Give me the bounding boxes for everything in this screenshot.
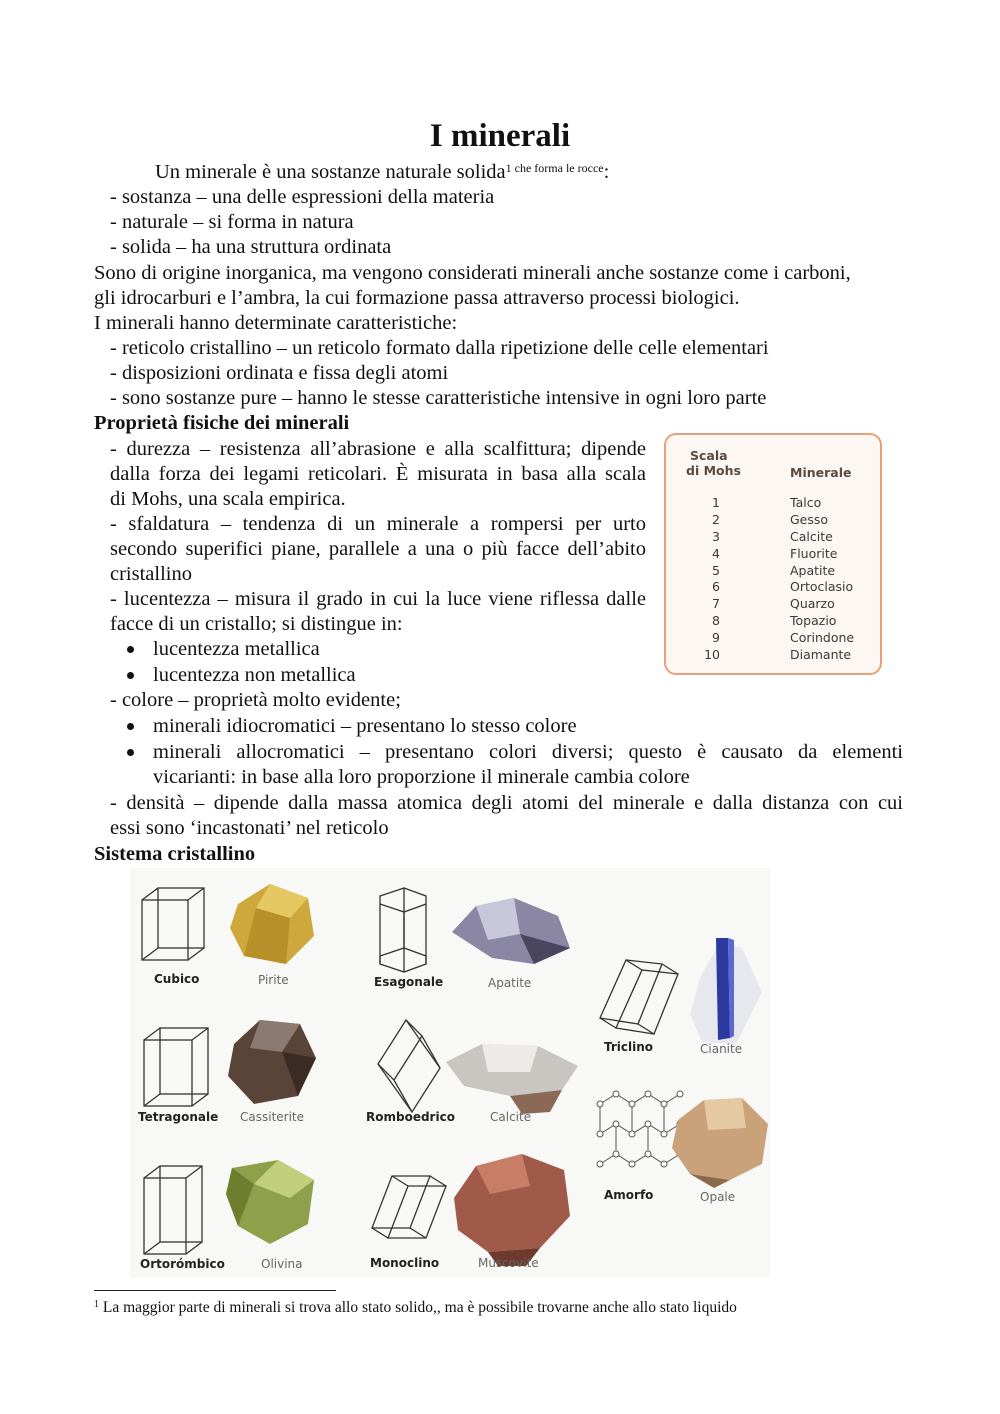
cleavage-line: secondo superifici piane, parallele a una o più facce dell’abito — [110, 538, 646, 560]
footnote-marker: 1 — [94, 1299, 99, 1310]
luster-type: lucentezza metallica — [153, 638, 320, 660]
physical-heading: Proprietà fisiche dei minerali — [94, 412, 350, 434]
mineral-label: Opale — [700, 1190, 736, 1204]
origin-line: Sono di origine inorganica, ma vengono considerati minerali anche sostanze come i carboni, — [94, 262, 851, 284]
footnote — [94, 1298, 737, 1318]
bullet-icon — [127, 672, 134, 679]
mohs-header-mineral: Minerale — [790, 465, 852, 480]
origin-line: gli idrocarburi e l’ambra, la cui formazione passa attraverso processi biologici. — [94, 287, 740, 309]
definition-item: - solida – ha una struttura ordinata — [110, 236, 392, 258]
footnote-separator — [94, 1290, 336, 1291]
crystal-system-label: Tetragonale — [138, 1110, 219, 1124]
characteristics-intro: I minerali hanno determinate caratteristiche: — [94, 312, 458, 334]
footnote-ref: 1 che forma le rocce — [505, 161, 604, 175]
mohs-number: 1 — [712, 495, 720, 510]
intro-colon: : — [603, 161, 610, 183]
crystal-system-label: Ortorómbico — [140, 1257, 225, 1271]
color-line: - colore – proprietà molto evidente; — [110, 689, 401, 711]
mohs-mineral: Talco — [790, 495, 822, 510]
bullet-icon — [127, 723, 134, 730]
crystal-system-label: Amorfo — [604, 1188, 654, 1202]
crystal-system-label: Cubico — [154, 972, 200, 986]
mohs-mineral: Fluorite — [790, 546, 838, 561]
mohs-mineral: Calcite — [790, 529, 833, 544]
characteristic-item: - sono sostanze pure – hanno le stesse caratteristiche intensive in ogni loro parte — [110, 387, 767, 409]
color-type: minerali allocromatici – presentano colori diversi; questo è causato da elementi — [153, 741, 903, 763]
mohs-number: 8 — [712, 613, 720, 628]
mohs-number: 5 — [712, 563, 720, 578]
mohs-number: 4 — [712, 546, 720, 561]
mineral-label: Cianite — [700, 1042, 743, 1056]
mohs-mineral: Gesso — [790, 512, 829, 527]
crystal-systems-figure — [130, 868, 770, 1278]
intro-text: Un minerale è una sostanze naturale solida — [155, 161, 506, 183]
hardness-line: - durezza – resistenza all’abrasione e alla scalfittura; dipende — [110, 438, 646, 460]
hardness-line: dalla forza dei legami reticolari. È misurata in basa alla scala — [110, 463, 646, 485]
crystal-system-label: Esagonale — [374, 975, 444, 989]
mohs-mineral: Ortoclasio — [790, 579, 854, 594]
characteristic-item: - disposizioni ordinata e fissa degli atomi — [110, 362, 449, 384]
definition-item: - sostanza – una delle espressioni della materia — [110, 186, 495, 208]
mohs-mineral: Topazio — [790, 613, 837, 628]
mineral-label: Muscovite — [478, 1256, 539, 1270]
mohs-mineral: Apatite — [790, 563, 836, 578]
mineral-label: Apatite — [488, 976, 532, 990]
intro-line — [155, 160, 609, 185]
characteristic-item: - reticolo cristallino – un reticolo formato dalla ripetizione delle celle elementari — [110, 337, 769, 359]
definition-item: - naturale – si forma in natura — [110, 211, 354, 233]
mineral-label: Pirite — [258, 973, 289, 987]
mineral-label: Calcite — [490, 1110, 532, 1124]
mohs-header-scale: di Mohs — [686, 463, 741, 478]
mohs-mineral: Corindone — [790, 630, 855, 645]
mohs-number: 3 — [712, 529, 720, 544]
mohs-number: 10 — [704, 647, 720, 662]
density-line: essi sono ‘incastonati’ nel reticolo — [110, 817, 389, 839]
mohs-header-scale: Scala — [690, 448, 728, 463]
mohs-number: 9 — [712, 630, 720, 645]
cleavage-line: cristallino — [110, 563, 192, 585]
mineral-label: Olivina — [261, 1257, 303, 1271]
mohs-mineral: Quarzo — [790, 596, 835, 611]
mohs-mineral: Diamante — [790, 647, 852, 662]
hardness-line: di Mohs, una scala empirica. — [110, 488, 346, 510]
luster-line: - lucentezza – misura il grado in cui la luce viene riflessa dalle — [110, 588, 646, 610]
crystal-system-label: Romboedrico — [366, 1110, 455, 1124]
bullet-icon — [127, 749, 134, 756]
crystal-heading: Sistema cristallino — [94, 843, 256, 865]
mohs-number: 6 — [712, 579, 720, 594]
mineral-label: Cassiterite — [240, 1110, 305, 1124]
density-line: - densità – dipende dalla massa atomica degli atomi del minerale e dalla distanza con cui — [110, 792, 903, 814]
mohs-number: 2 — [712, 512, 720, 527]
crystal-system-label: Monoclino — [370, 1256, 440, 1270]
page-title: I minerali — [429, 118, 571, 154]
mohs-number: 7 — [712, 596, 720, 611]
bullet-icon — [127, 646, 134, 653]
color-type: minerali idiocromatici – presentano lo stesso colore — [153, 715, 577, 737]
luster-line: facce di un cristallo; si distingue in: — [110, 613, 403, 635]
crystal-systems-drawing — [130, 868, 770, 1278]
footnote-text: La maggior parte di minerali si trova allo stato solido,, ma è possibile trovarne anche allo stato liquido — [102, 1299, 737, 1316]
luster-type: lucentezza non metallica — [153, 664, 356, 686]
color-type-continued: vicarianti: in base alla loro proporzione il minerale cambia colore — [153, 766, 690, 788]
mohs-scale-table — [664, 433, 882, 675]
crystal-system-label: Triclino — [604, 1040, 654, 1054]
cleavage-line: - sfaldatura – tendenza di un minerale a rompersi per urto — [110, 513, 646, 535]
